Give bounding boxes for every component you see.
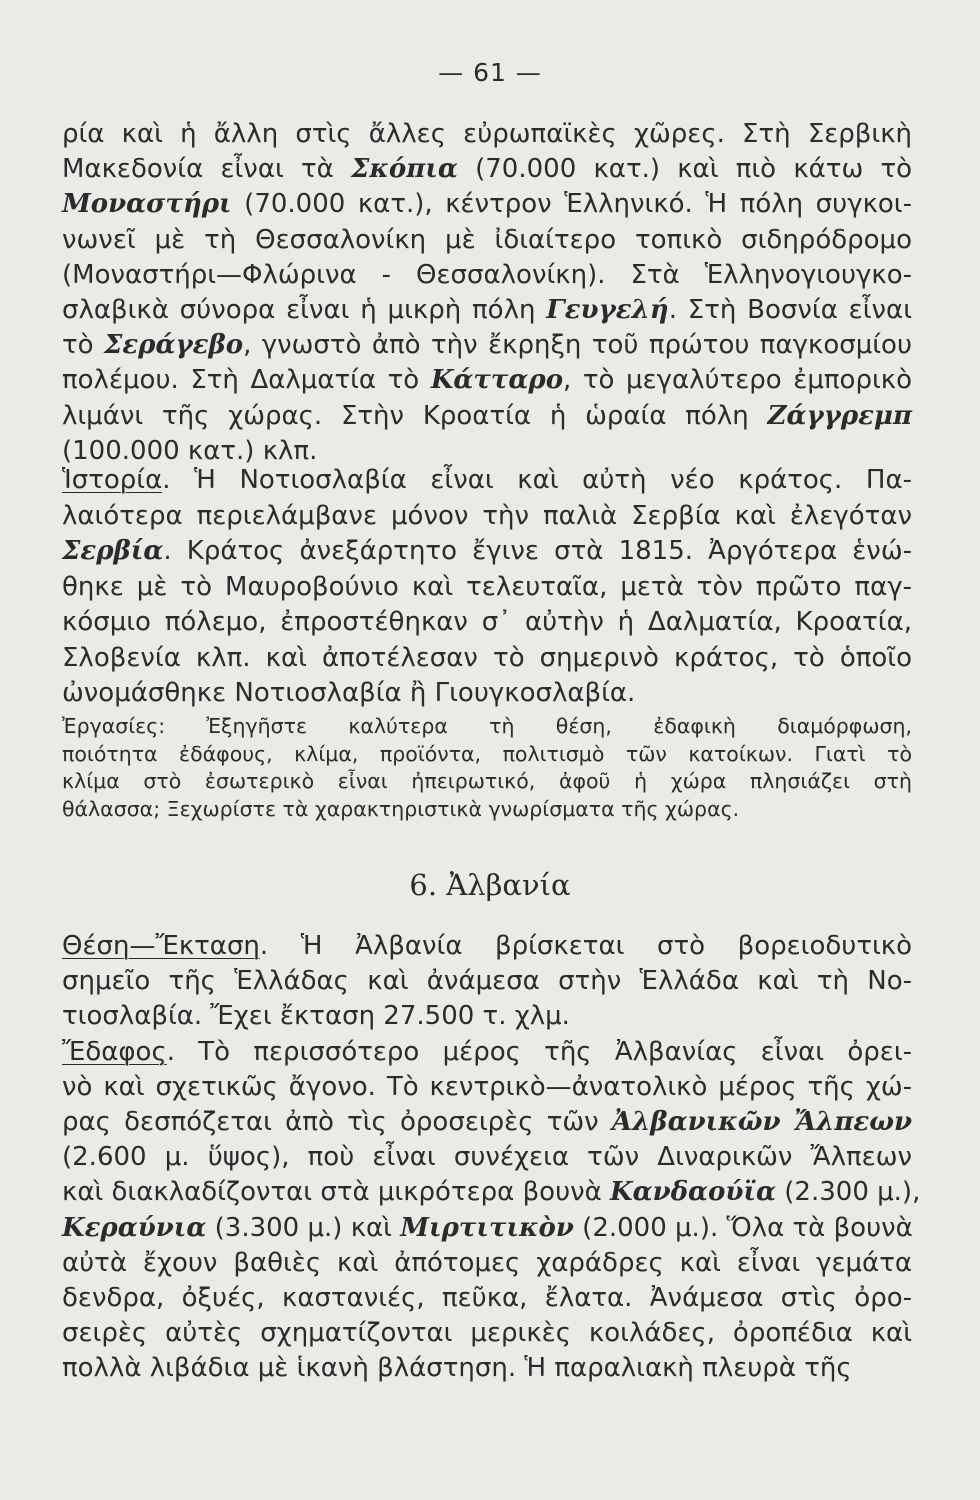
text-line (62, 1071, 912, 1103)
place-name: Κάτταρο (430, 365, 564, 396)
text-line (62, 535, 912, 567)
text-run: θηκε μὲ τὸ Μαυροβούνιο καὶ τελευταῖα, μετὰ τὸν πρῶτο παγ- (62, 571, 912, 602)
text-line (62, 224, 912, 256)
text-line (62, 500, 912, 532)
place-name: Σεράγεβο (103, 330, 244, 361)
text-run: Μακεδονία εἶναι τὰ (62, 154, 352, 185)
text-line (62, 1141, 912, 1173)
text-run: (3.300 μ.) καὶ (206, 1212, 401, 1243)
place-name: Κεραύνια (62, 1212, 207, 1243)
text-run: (2.600 μ. ὕψος), ποὺ εἶναι συνέχεια τῶν Διναρικῶν Ἄλπεων (62, 1142, 912, 1173)
text-line (62, 768, 912, 794)
text-run: Σλοβενία κλπ. καὶ ἀποτέλεσαν τὸ σημερινὸ κράτος, τὸ ὁποῖο (62, 642, 912, 673)
text-run: . Κράτος ἀνεξάρτητο ἔγινε στὰ 1815. Ἀργότερα ἑνώ- (163, 536, 912, 566)
text-line (62, 464, 912, 496)
text-run: (2.000 μ.). Ὅλα τὰ βουνὰ (573, 1212, 913, 1243)
text-run: ρας δεσπόζεται ἀπὸ τὶς ὀροσειρὲς τῶν (62, 1107, 612, 1137)
text-line (62, 606, 912, 638)
text-line (62, 435, 912, 467)
place-name: Γευγελή (546, 295, 669, 325)
place-name: Ἀλβανικῶν Ἄλπεων (611, 1107, 912, 1137)
text-line (62, 329, 912, 361)
text-run: (Μοναστήρι—Φλώρινα - Θεσσαλονίκη). Στὰ Ἑλληνογιουγκο- (62, 259, 912, 290)
text-run: ποιότητα ἐδάφους, κλίμα, προϊόντα, πολιτισμὸ τῶν κατοίκων. Γιατὶ τὸ (62, 741, 912, 766)
text-run: . Στὴ Βοσνία εἶναι (668, 295, 912, 325)
place-name: Σκόπια (351, 154, 458, 185)
text-run: δενδρα, ὀξυές, καστανιές, πεῦκα, ἔλατα. Ἀνάμεσα στὶς ὀρο- (62, 1283, 912, 1313)
text-run: κόσμιο πόλεμο, ἐπροστέθηκαν σ᾽ αὐτὴν ἡ Δαλματία, Κροατία, (62, 607, 912, 637)
text-line (62, 118, 912, 150)
text-line (62, 930, 912, 962)
place-name: Κανδαούϊα (610, 1177, 777, 1208)
text-run: (70.000 κατ.), κέντρον Ἑλληνικό. Ἡ πόλη συγκοι- (231, 189, 912, 220)
subheading-label: Θέση—Ἔκταση (62, 931, 260, 961)
text-line (62, 400, 912, 432)
text-line (62, 364, 912, 396)
text-run: κλίμα στὸ ἐσωτερικὸ εἶναι ἠπειρωτικό, ἀφοῦ ἡ χώρα πλησιάζει στὴ (62, 769, 912, 794)
text-run: Ἐργασίες: Ἐξηγῆστε καλύτερα τὴ θέση, ἐδαφικὴ διαμόρφωση, (62, 714, 912, 738)
text-line (62, 259, 912, 291)
subheading-label: Ἱστορία (62, 465, 163, 495)
page-number: — 61 — (438, 58, 542, 87)
text-run: νὸ καὶ σχετικῶς ἄγονο. Τὸ κεντρικὸ—ἀνατολικὸ μέρος τῆς χώ- (62, 1071, 912, 1102)
place-name: Μιρτιτικὸν (400, 1212, 574, 1243)
section-heading-albania: 6. Ἀλβανία (409, 868, 571, 902)
text-run: ὠνομάσθηκε Νοτιοσλαβία ἢ Γιουγκοσλαβία. (62, 678, 636, 708)
text-line (62, 713, 912, 739)
text-line (62, 571, 912, 603)
text-run: τὸ (62, 330, 104, 361)
text-line (62, 1247, 912, 1279)
text-run: τιοσλαβία. Ἔχει ἔκταση 27.500 τ. χλμ. (62, 1001, 570, 1032)
text-line (62, 1317, 912, 1349)
text-run: πολέμου. Στὴ Δαλματία τὸ (62, 365, 431, 396)
text-run: ρία καὶ ἡ ἄλλη στὶς ἄλλες εὐρωπαϊκὲς χῶρες. Στὴ Σερβικὴ (62, 119, 912, 149)
text-run: . Ἡ Νοτιοσλαβία εἶναι καὶ αὐτὴ νέο κράτος. Πα- (162, 465, 912, 495)
text-line (62, 1036, 912, 1068)
text-run: λιμάνι τῆς χώρας. Στὴν Κροατία ἡ ὡραία πόλη (62, 400, 768, 431)
text-line (62, 741, 912, 767)
text-run: θάλασσα; Ξεχωρίστε τὰ χαρακτηριστικὰ γνωρίσματα τῆς χώρας. (62, 797, 740, 822)
place-name: Μοναστήρι (62, 189, 232, 220)
text-run: (100.000 κατ.) κλπ. (62, 435, 318, 466)
text-run: σημεῖο τῆς Ἑλλάδας καὶ ἀνάμεσα στὴν Ἑλλάδα καὶ τὴ Νο- (62, 966, 912, 997)
text-run: λαιότερα περιελάμβανε μόνον τὴν παλιὰ Σερβία καὶ ἐλεγόταν (62, 500, 912, 531)
subheading-label: Ἔδαφος (62, 1036, 167, 1067)
text-run: (2.300 μ.), (776, 1177, 921, 1208)
text-run: σειρὲς αὐτὲς σχηματίζονται μερικὲς κοιλάδες, ὀροπέδια καὶ (62, 1318, 912, 1349)
text-line (62, 188, 912, 220)
text-line (62, 294, 912, 326)
text-run: . Ἡ Ἀλβανία βρίσκεται στὸ βορειοδυτικὸ (259, 931, 912, 961)
text-line (62, 153, 912, 185)
text-line (62, 1212, 912, 1244)
text-run: , γνωστὸ ἀπὸ τὴν ἔκρηξη τοῦ πρώτου παγκοσμίου (243, 330, 912, 361)
text-line (62, 1352, 912, 1384)
text-run: καὶ διακλαδίζονται στὰ μικρότερα βουνὰ (62, 1177, 611, 1208)
place-name: Σερβία (62, 536, 164, 566)
text-line (62, 677, 912, 709)
text-run: σλαβικὰ σύνορα εἶναι ἡ μικρὴ πόλη (62, 295, 547, 325)
text-line (62, 1176, 921, 1208)
place-name: Ζάγγρεμπ (767, 400, 912, 431)
text-line (62, 965, 912, 997)
text-run: , τὸ μεγαλύτερο ἐμπορικὸ (563, 365, 912, 396)
text-run: νωνεῖ μὲ τὴ Θεσσαλονίκη μὲ ἰδιαίτερο τοπικὸ σιδηρόδρομο (62, 224, 912, 255)
text-line (62, 796, 912, 822)
text-run: αὐτὰ ἔχουν βαθιὲς καὶ ἀπότομες χαράδρες καὶ εἶναι γεμάτα (62, 1247, 912, 1278)
text-run: πολλὰ λιβάδια μὲ ἱκανὴ βλάστηση. Ἡ παραλιακὴ πλευρὰ τῆς (62, 1353, 852, 1384)
text-run: (70.000 κατ.) καὶ πιὸ κάτω τὸ (457, 154, 913, 185)
text-run: . Τὸ περισσότερο μέρος τῆς Ἀλβανίας εἶναι ὀρει- (166, 1036, 912, 1067)
text-line (62, 1000, 912, 1032)
text-line (62, 1282, 912, 1314)
text-line (62, 1106, 912, 1138)
text-line (62, 642, 912, 674)
